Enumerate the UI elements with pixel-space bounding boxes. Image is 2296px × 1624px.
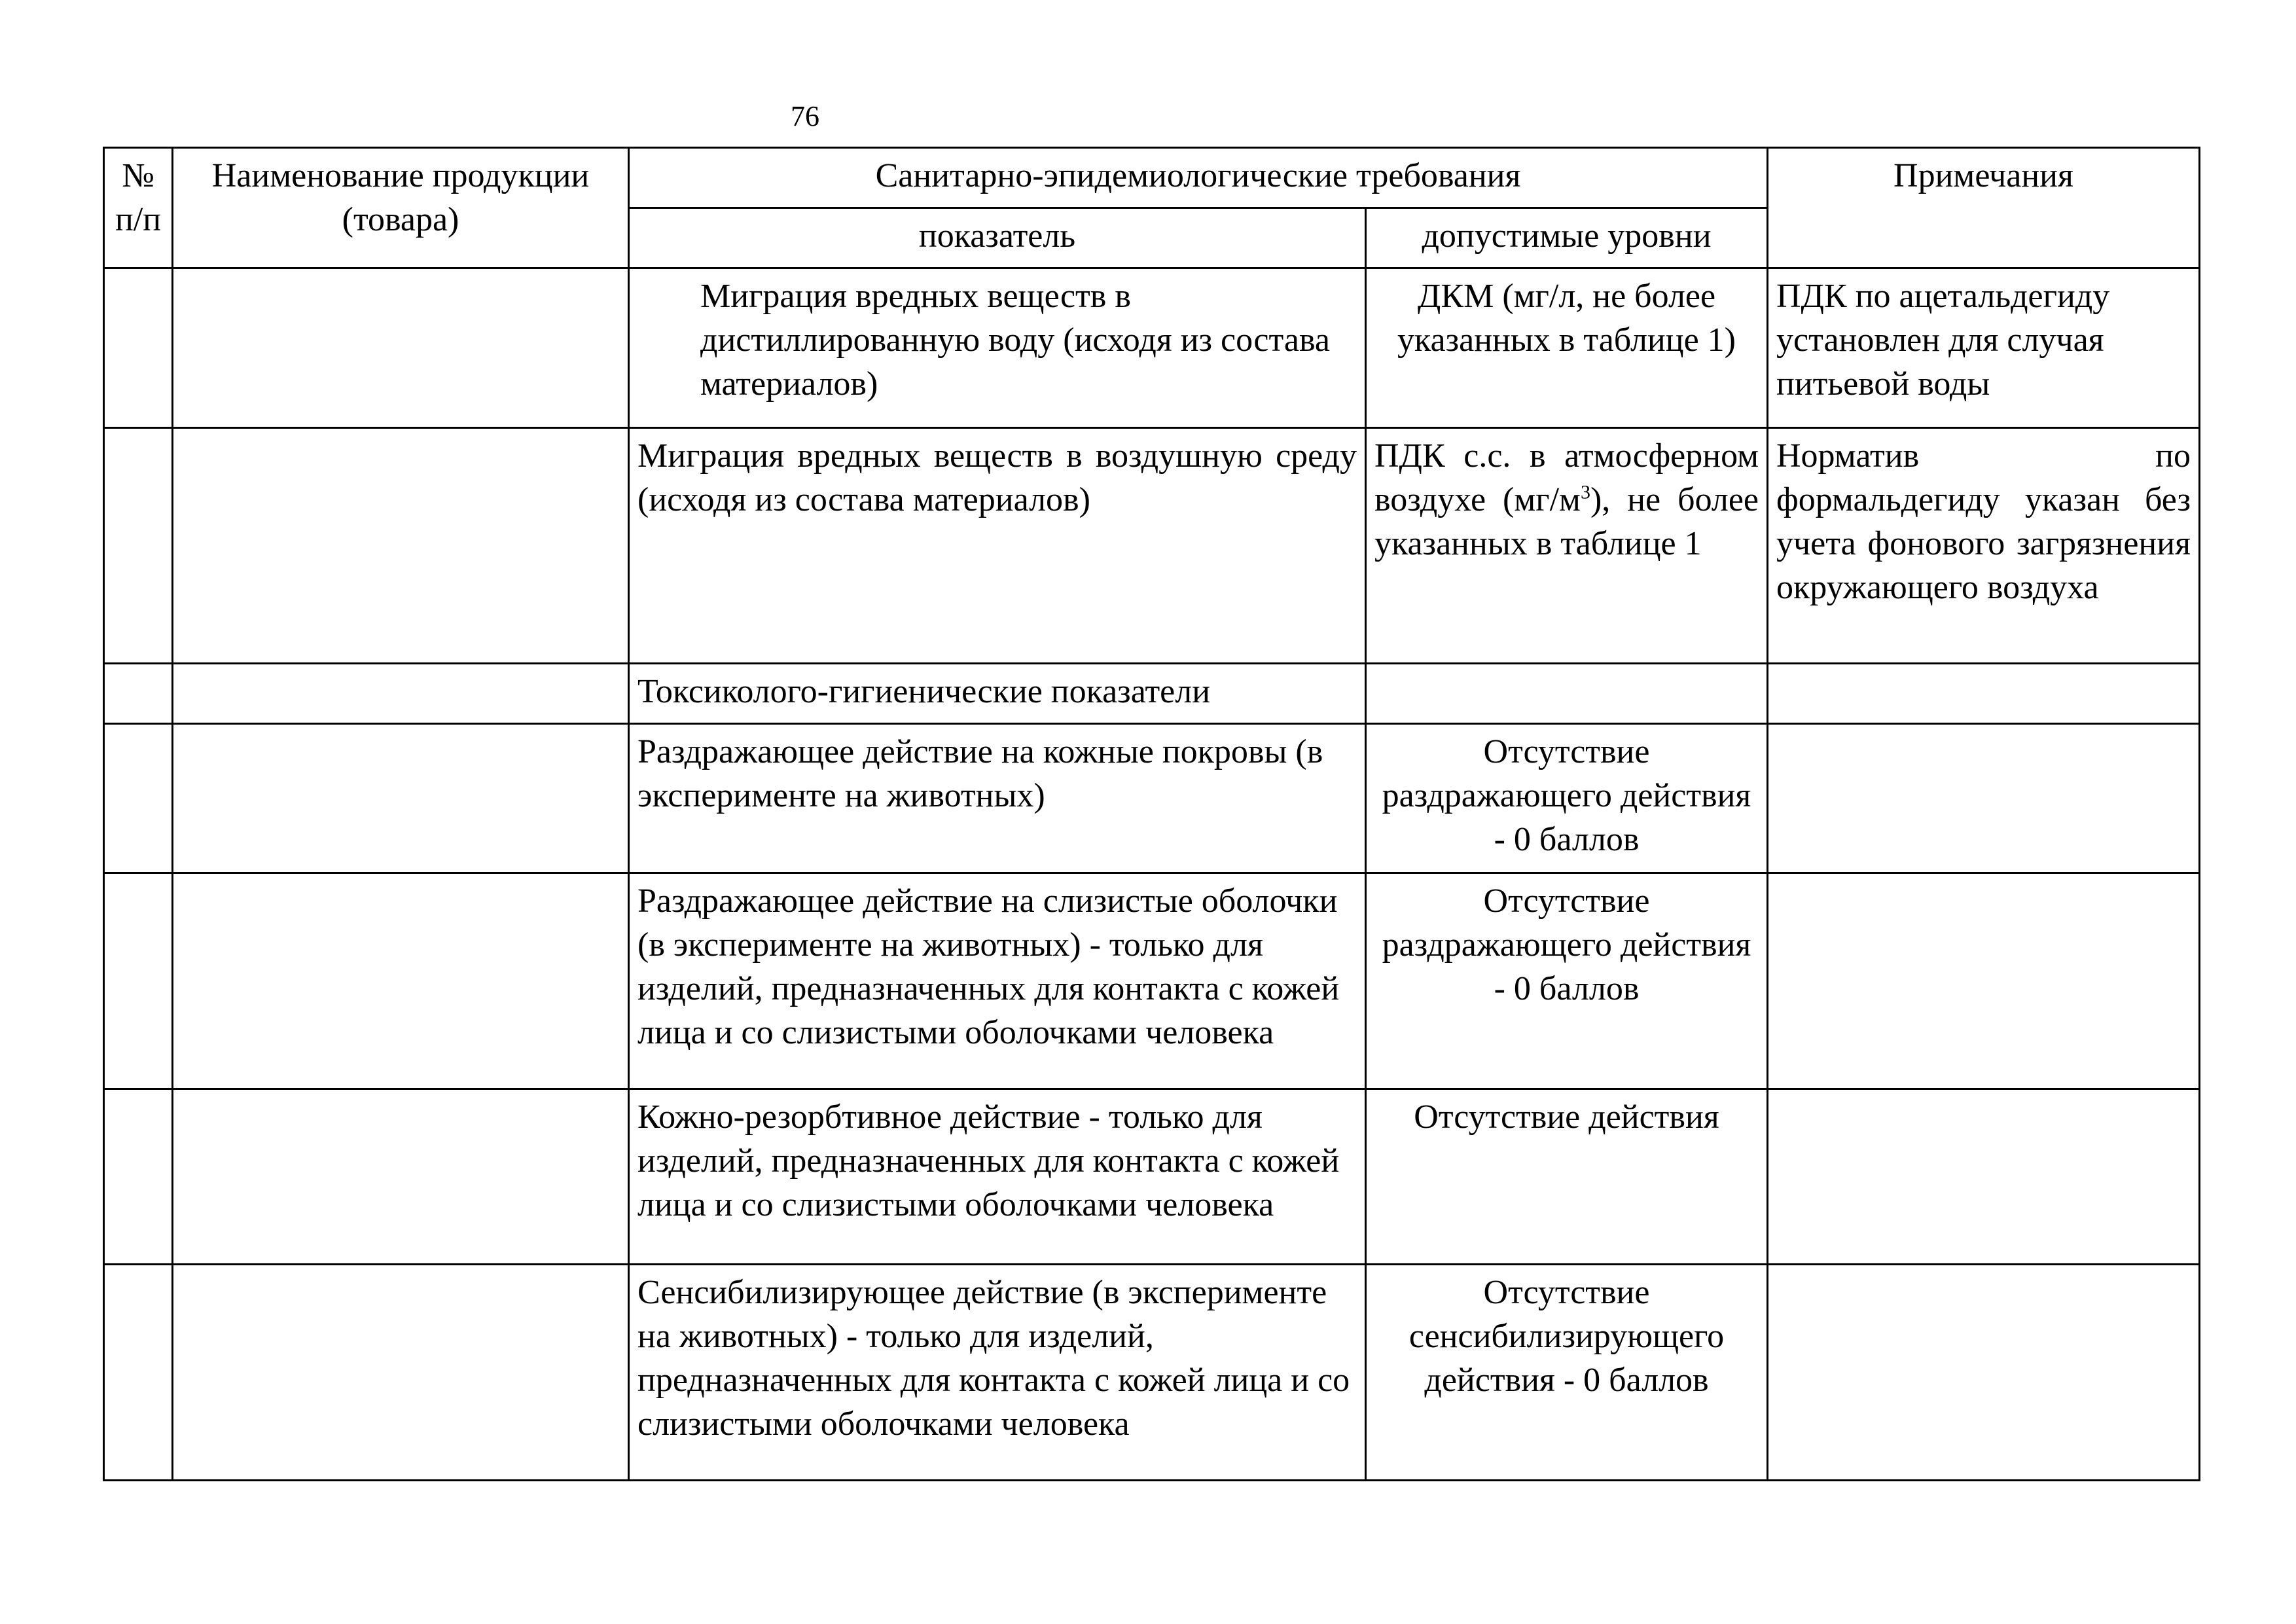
row-indicator: Раздражающее действие на кожные покровы (в эксперименте на животных) [629, 724, 1366, 873]
table-row [104, 1265, 2200, 1481]
row-indicator: Миграция вредных веществ в воздушную среду (исходя из состава материалов) [629, 428, 1366, 664]
header-levels: допустимые уровни [1366, 208, 1768, 268]
header-product: Наименование продукции (товара) [173, 148, 629, 268]
row-level [1366, 664, 1768, 724]
row-note: ПДК по ацетальдегиду установлен для случая питьевой воды [1768, 268, 2200, 428]
row-level: Отсутствие действия [1366, 1089, 1768, 1265]
row-level [1366, 428, 1768, 664]
header-requirements: Санитарно-эпидемиологические требования [629, 148, 1768, 208]
row-level: Отсутствие сенсибилизирующего действия - 0 баллов [1366, 1265, 1768, 1481]
row-indicator: Сенсибилизирующее действие (в эксперименте на животных) - только для изделий, предназначенных для контакта с кожей лица и со слизистыми оболочками человека [629, 1265, 1366, 1481]
page-number: 76 [791, 100, 819, 132]
row-level: Отсутствие раздражающего действия - 0 баллов [1366, 873, 1768, 1089]
row-num [104, 428, 173, 664]
row-product [173, 1089, 629, 1265]
row-note [1768, 664, 2200, 724]
row-product [173, 724, 629, 873]
table-row [104, 268, 2200, 428]
row-product [173, 873, 629, 1089]
row-indicator: Кожно-резорбтивное действие - только для изделий, предназначенных для контакта с кожей лица и со слизистыми оболочками человека [629, 1089, 1366, 1265]
table-row [104, 1089, 2200, 1265]
row-num [104, 664, 173, 724]
row-indicator: Миграция вредных веществ в дистиллированную воду (исходя из состава материалов) [629, 268, 1366, 428]
row-note [1768, 1089, 2200, 1265]
row-num [104, 873, 173, 1089]
row-product [173, 1265, 629, 1481]
row-product [173, 268, 629, 428]
table-row [104, 873, 2200, 1089]
row-num [104, 1265, 173, 1481]
requirements-table [103, 147, 2200, 1481]
header-num: № п/п [104, 148, 173, 268]
row-product [173, 428, 629, 664]
row-indicator: Раздражающее действие на слизистые оболочки (в эксперименте на животных) - только для изделий, предназначенных для контакта с кожей лица и со слизистыми оболочками человека [629, 873, 1366, 1089]
header-row-1 [104, 148, 2200, 208]
row-level-post: ), не более указанных в таблице 1 [1374, 481, 1759, 562]
header-indicator: показатель [629, 208, 1366, 268]
row-note [1768, 1265, 2200, 1481]
row-num [104, 1089, 173, 1265]
table-row [104, 664, 2200, 724]
row-num [104, 724, 173, 873]
row-note [1768, 873, 2200, 1089]
row-num [104, 268, 173, 428]
row-level-sup: 3 [1580, 481, 1590, 503]
table-row [104, 724, 2200, 873]
row-product [173, 664, 629, 724]
row-note [1768, 724, 2200, 873]
row-level: Отсутствие раздражающего действия - 0 баллов [1366, 724, 1768, 873]
header-notes: Примечания [1768, 148, 2200, 268]
row-level: ДКМ (мг/л, не более указанных в таблице 1) [1366, 268, 1768, 428]
row-indicator: Токсиколого-гигиенические показатели [629, 664, 1366, 724]
row-level-pre: ПДК с.с. в атмосферном воздухе (мг/м [1374, 437, 1759, 518]
row-note: Норматив по формальдегиду указан без учета фонового загрязнения окружающего воздуха [1768, 428, 2200, 664]
table-row [104, 428, 2200, 664]
